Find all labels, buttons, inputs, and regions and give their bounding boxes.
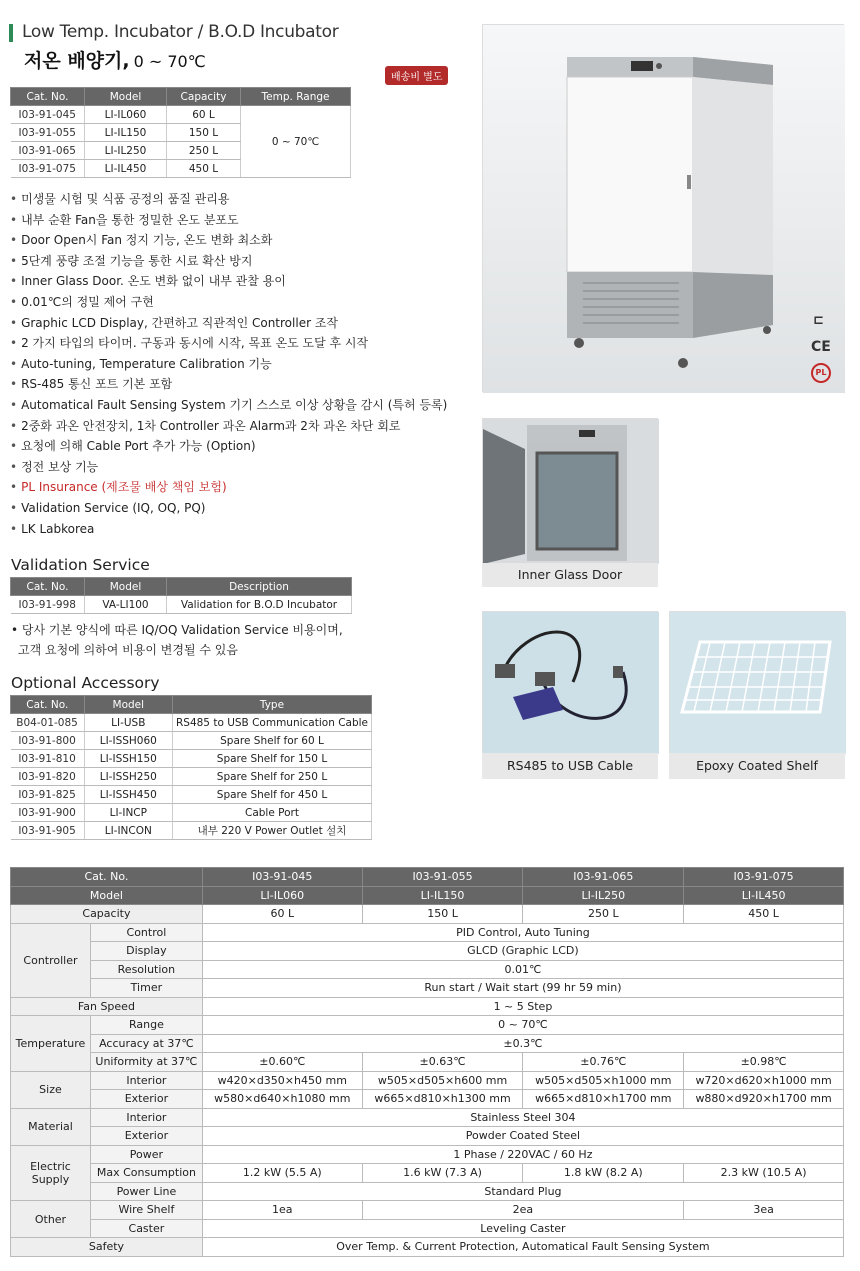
spec-row-safety bbox=[11, 1238, 844, 1257]
spec-cat: I03-91-045 bbox=[202, 868, 362, 887]
header-description: Description bbox=[167, 578, 352, 596]
spec-mat-interior: Stainless Steel 304 bbox=[202, 1108, 843, 1127]
spec-interior: w505×d505×h600 mm bbox=[362, 1071, 523, 1090]
spec-range-label: Range bbox=[90, 1016, 202, 1035]
list-item: • Graphic LCD Display, 간편하고 직관적인 Controller 조작 bbox=[10, 313, 470, 334]
model-table bbox=[10, 87, 351, 178]
incubator-photo bbox=[482, 24, 844, 392]
incubator-illustration bbox=[483, 25, 845, 393]
spec-wireshelf: 3ea bbox=[684, 1201, 844, 1220]
spec-cat: I03-91-065 bbox=[523, 868, 684, 887]
spec-safety: Over Temp. & Current Protection, Automatical Fault Sensing System bbox=[202, 1238, 843, 1257]
title-accent-bar bbox=[9, 24, 13, 42]
model: LI-IL450 bbox=[85, 160, 167, 178]
cat-no: I03-91-820 bbox=[11, 768, 85, 786]
table-row bbox=[11, 804, 372, 822]
table-row bbox=[11, 822, 372, 840]
spec-caster: Leveling Caster bbox=[202, 1219, 843, 1238]
spec-row-power bbox=[11, 1145, 844, 1164]
spec-maxcons: 1.8 kW (8.2 A) bbox=[523, 1164, 684, 1183]
cat-no: I03-91-998 bbox=[11, 596, 85, 614]
table-row bbox=[11, 750, 372, 768]
header-capacity: Capacity bbox=[167, 88, 241, 106]
cable-photo bbox=[482, 611, 658, 753]
spec-exterior-label: Exterior bbox=[90, 1090, 202, 1109]
cable-caption: RS485 to USB Cable bbox=[482, 753, 658, 779]
list-item: • LK Labkorea bbox=[10, 519, 470, 540]
spec-row-fan bbox=[11, 997, 844, 1016]
header-model: Model bbox=[85, 578, 167, 596]
table-row bbox=[11, 596, 352, 614]
capacity: 450 L bbox=[167, 160, 241, 178]
model: LI-ISSH450 bbox=[84, 786, 172, 804]
spec-size-label: Size bbox=[11, 1071, 91, 1108]
spec-electric-line-1: Electric bbox=[30, 1159, 71, 1173]
spec-exterior: w580×d640×h1080 mm bbox=[202, 1090, 362, 1109]
page-title-korean bbox=[24, 46, 206, 73]
spec-fan: 1 ~ 5 Step bbox=[202, 997, 843, 1016]
cat-no: I03-91-825 bbox=[11, 786, 85, 804]
spec-safety-label: Safety bbox=[11, 1238, 203, 1257]
spec-interior-label: Interior bbox=[90, 1071, 202, 1090]
validation-note-line-2: 고객 요청에 의하여 비용이 변경될 수 있음 bbox=[18, 643, 238, 657]
list-item-pl-insurance: • PL Insurance (제조물 배상 책임 보험) bbox=[10, 477, 470, 498]
shipping-badge: 배송비 별도 bbox=[385, 66, 448, 85]
spec-controller-label: Controller bbox=[11, 923, 91, 997]
pl-mark: PL bbox=[811, 363, 831, 383]
spec-row-cat bbox=[11, 868, 844, 887]
spec-row-resolution bbox=[11, 960, 844, 979]
spec-exterior: w665×d810×h1300 mm bbox=[362, 1090, 523, 1109]
list-item: • 2중화 과온 안전장치, 1차 Controller 과온 Alarm과 2차 과온 차단 회로 bbox=[10, 416, 470, 437]
validation-title: Validation Service bbox=[11, 556, 150, 574]
spec-maxcons: 1.6 kW (7.3 A) bbox=[362, 1164, 523, 1183]
model: LI-ISSH250 bbox=[84, 768, 172, 786]
spec-row-timer bbox=[11, 979, 844, 998]
spec-power: 1 Phase / 220VAC / 60 Hz bbox=[202, 1145, 843, 1164]
cat-no: I03-91-905 bbox=[11, 822, 85, 840]
type: 내부 220 V Power Outlet 설치 bbox=[172, 822, 371, 840]
inner-glass-door-photo bbox=[482, 418, 658, 563]
spec-row-wireshelf bbox=[11, 1201, 844, 1220]
spec-row-mat-interior bbox=[11, 1108, 844, 1127]
spec-accuracy: ±0.3℃ bbox=[202, 1034, 843, 1053]
spec-row-model bbox=[11, 886, 844, 905]
spec-row-maxcons bbox=[11, 1164, 844, 1183]
spec-maxcons-label: Max Consumption bbox=[90, 1164, 202, 1183]
spec-row-uniformity bbox=[11, 1053, 844, 1072]
ce-mark: CE bbox=[811, 339, 831, 355]
list-item: • Automatical Fault Sensing System 기기 스스로 이상 상황을 감시 (특허 등록) bbox=[10, 395, 470, 416]
spec-capacity: 60 L bbox=[202, 905, 362, 924]
list-item: • Validation Service (IQ, OQ, PQ) bbox=[10, 498, 470, 519]
feature-list bbox=[10, 189, 470, 539]
spec-capacity-label: Capacity bbox=[11, 905, 203, 924]
inner-glass-door-illustration bbox=[483, 419, 659, 564]
cable-illustration bbox=[483, 612, 659, 754]
spec-mat-exterior: Powder Coated Steel bbox=[202, 1127, 843, 1146]
spec-other-label: Other bbox=[11, 1201, 91, 1238]
spec-range: 0 ~ 70℃ bbox=[202, 1016, 843, 1035]
type: Spare Shelf for 150 L bbox=[172, 750, 371, 768]
spec-control: PID Control, Auto Tuning bbox=[202, 923, 843, 942]
model: LI-INCON bbox=[84, 822, 172, 840]
spec-row-interior bbox=[11, 1071, 844, 1090]
spec-maxcons: 2.3 kW (10.5 A) bbox=[684, 1164, 844, 1183]
model: LI-IL250 bbox=[85, 142, 167, 160]
list-item: • 정전 보상 기능 bbox=[10, 457, 470, 478]
spec-timer: Run start / Wait start (99 hr 59 min) bbox=[202, 979, 843, 998]
spec-model: LI-IL250 bbox=[523, 886, 684, 905]
spec-row-range bbox=[11, 1016, 844, 1035]
spec-row-control bbox=[11, 923, 844, 942]
spec-capacity: 250 L bbox=[523, 905, 684, 924]
table-row bbox=[11, 786, 372, 804]
spec-uniformity-label: Uniformity at 37℃ bbox=[90, 1053, 202, 1072]
spec-resolution-label: Resolution bbox=[90, 960, 202, 979]
spec-interior: w505×d505×h1000 mm bbox=[523, 1071, 684, 1090]
spec-interior: w420×d350×h450 mm bbox=[202, 1071, 362, 1090]
shelf-illustration bbox=[670, 612, 846, 754]
spec-exterior: w665×d810×h1700 mm bbox=[523, 1090, 684, 1109]
list-item: • 요청에 의해 Cable Port 추가 가능 (Option) bbox=[10, 436, 470, 457]
model: LI-ISSH060 bbox=[84, 732, 172, 750]
spec-temperature-label: Temperature bbox=[11, 1016, 91, 1072]
spec-wireshelf: 1ea bbox=[202, 1201, 362, 1220]
spec-wireshelf-label: Wire Shelf bbox=[90, 1201, 202, 1220]
model: LI-INCP bbox=[84, 804, 172, 822]
spec-electric-line-2: Supply bbox=[31, 1172, 70, 1186]
list-item: • Auto-tuning, Temperature Calibration 기능 bbox=[10, 354, 470, 375]
title-range: 0 ~ 70℃ bbox=[133, 52, 206, 71]
spec-powerline: Standard Plug bbox=[202, 1182, 843, 1201]
shelf-photo bbox=[669, 611, 845, 753]
page-title-english: Low Temp. Incubator / B.O.D Incubator bbox=[22, 22, 339, 42]
list-item: • Door Open시 Fan 정지 기능, 온도 변화 최소화 bbox=[10, 230, 470, 251]
spec-table bbox=[10, 867, 844, 1257]
type: Cable Port bbox=[172, 804, 371, 822]
spec-model-label: Model bbox=[11, 886, 203, 905]
spec-cat: I03-91-075 bbox=[684, 868, 844, 887]
spec-row-display bbox=[11, 942, 844, 961]
spec-mat-exterior-label: Exterior bbox=[90, 1127, 202, 1146]
type: RS485 to USB Communication Cable bbox=[172, 714, 371, 732]
spec-row-accuracy bbox=[11, 1034, 844, 1053]
spec-power-label: Power bbox=[90, 1145, 202, 1164]
inner-glass-door-caption: Inner Glass Door bbox=[482, 563, 658, 587]
spec-uniformity: ±0.76℃ bbox=[523, 1053, 684, 1072]
title-korean-text: 저온 배양기, bbox=[24, 50, 130, 72]
spec-timer-label: Timer bbox=[90, 979, 202, 998]
list-item: • 2 가지 타입의 타이머. 구동과 동시에 시작, 목표 온도 도달 후 시작 bbox=[10, 333, 470, 354]
header-cat-no: Cat. No. bbox=[11, 88, 85, 106]
cat-no: I03-91-065 bbox=[11, 142, 85, 160]
spec-accuracy-label: Accuracy at 37℃ bbox=[90, 1034, 202, 1053]
spec-model: LI-IL150 bbox=[362, 886, 523, 905]
type: Spare Shelf for 250 L bbox=[172, 768, 371, 786]
spec-model: LI-IL060 bbox=[202, 886, 362, 905]
spec-uniformity: ±0.63℃ bbox=[362, 1053, 523, 1072]
capacity: 150 L bbox=[167, 124, 241, 142]
model: LI-USB bbox=[84, 714, 172, 732]
cat-no: I03-91-900 bbox=[11, 804, 85, 822]
model: VA-LI100 bbox=[85, 596, 167, 614]
cat-no: I03-91-800 bbox=[11, 732, 85, 750]
table-row bbox=[11, 768, 372, 786]
accessory-table bbox=[10, 695, 372, 840]
validation-table bbox=[10, 577, 352, 614]
model: LI-IL150 bbox=[85, 124, 167, 142]
spec-resolution: 0.01℃ bbox=[202, 960, 843, 979]
list-item: • RS-485 통신 포트 기본 포함 bbox=[10, 374, 470, 395]
spec-row-powerline bbox=[11, 1182, 844, 1201]
cat-no: I03-91-810 bbox=[11, 750, 85, 768]
spec-powerline-label: Power Line bbox=[90, 1182, 202, 1201]
cat-no: I03-91-055 bbox=[11, 124, 85, 142]
spec-wireshelf: 2ea bbox=[362, 1201, 684, 1220]
header-model: Model bbox=[85, 88, 167, 106]
spec-display: GLCD (Graphic LCD) bbox=[202, 942, 843, 961]
spec-capacity: 450 L bbox=[684, 905, 844, 924]
spec-model: LI-IL450 bbox=[684, 886, 844, 905]
list-item: • 0.01℃의 정밀 제어 구현 bbox=[10, 292, 470, 313]
kc-mark-icon: ⊏ bbox=[813, 313, 824, 328]
table-row bbox=[11, 732, 372, 750]
table-row bbox=[11, 106, 351, 124]
spec-row-mat-exterior bbox=[11, 1127, 844, 1146]
list-item: • Inner Glass Door. 온도 변화 없이 내부 관찰 용이 bbox=[10, 271, 470, 292]
spec-material-label: Material bbox=[11, 1108, 91, 1145]
list-item: • 5단계 풍량 조절 기능을 통한 시료 확산 방지 bbox=[10, 251, 470, 272]
validation-note bbox=[11, 620, 343, 660]
spec-capacity: 150 L bbox=[362, 905, 523, 924]
spec-cat-label: Cat. No. bbox=[11, 868, 203, 887]
cat-no: I03-91-045 bbox=[11, 106, 85, 124]
spec-maxcons: 1.2 kW (5.5 A) bbox=[202, 1164, 362, 1183]
table-row bbox=[11, 714, 372, 732]
type: Spare Shelf for 60 L bbox=[172, 732, 371, 750]
temp-range: 0 ~ 70℃ bbox=[241, 106, 351, 178]
header-temp-range: Temp. Range bbox=[241, 88, 351, 106]
shelf-caption: Epoxy Coated Shelf bbox=[669, 753, 845, 779]
model: LI-IL060 bbox=[85, 106, 167, 124]
header-cat-no: Cat. No. bbox=[11, 578, 85, 596]
spec-control-label: Control bbox=[90, 923, 202, 942]
spec-row-exterior bbox=[11, 1090, 844, 1109]
list-item: • 내부 순환 Fan을 통한 정밀한 온도 분포도 bbox=[10, 210, 470, 231]
spec-electric-label bbox=[11, 1145, 91, 1201]
description: Validation for B.O.D Incubator bbox=[167, 596, 352, 614]
spec-fan-label: Fan Speed bbox=[11, 997, 203, 1016]
validation-note-line-1: • 당사 기본 양식에 따른 IQ/OQ Validation Service 비용이며, bbox=[11, 623, 343, 637]
model: LI-ISSH150 bbox=[84, 750, 172, 768]
list-item: • 미생물 시험 및 식품 공정의 품질 관리용 bbox=[10, 189, 470, 210]
cat-no: B04-01-085 bbox=[11, 714, 85, 732]
header-type: Type bbox=[172, 696, 371, 714]
accessory-title: Optional Accessory bbox=[11, 674, 160, 692]
spec-interior: w720×d620×h1000 mm bbox=[684, 1071, 844, 1090]
spec-row-caster bbox=[11, 1219, 844, 1238]
spec-uniformity: ±0.60℃ bbox=[202, 1053, 362, 1072]
spec-row-capacity bbox=[11, 905, 844, 924]
cat-no: I03-91-075 bbox=[11, 160, 85, 178]
type: Spare Shelf for 450 L bbox=[172, 786, 371, 804]
capacity: 60 L bbox=[167, 106, 241, 124]
header-cat-no: Cat. No. bbox=[11, 696, 85, 714]
header-model: Model bbox=[84, 696, 172, 714]
capacity: 250 L bbox=[167, 142, 241, 160]
spec-caster-label: Caster bbox=[90, 1219, 202, 1238]
spec-mat-interior-label: Interior bbox=[90, 1108, 202, 1127]
spec-cat: I03-91-055 bbox=[362, 868, 523, 887]
spec-uniformity: ±0.98℃ bbox=[684, 1053, 844, 1072]
spec-exterior: w880×d920×h1700 mm bbox=[684, 1090, 844, 1109]
spec-display-label: Display bbox=[90, 942, 202, 961]
